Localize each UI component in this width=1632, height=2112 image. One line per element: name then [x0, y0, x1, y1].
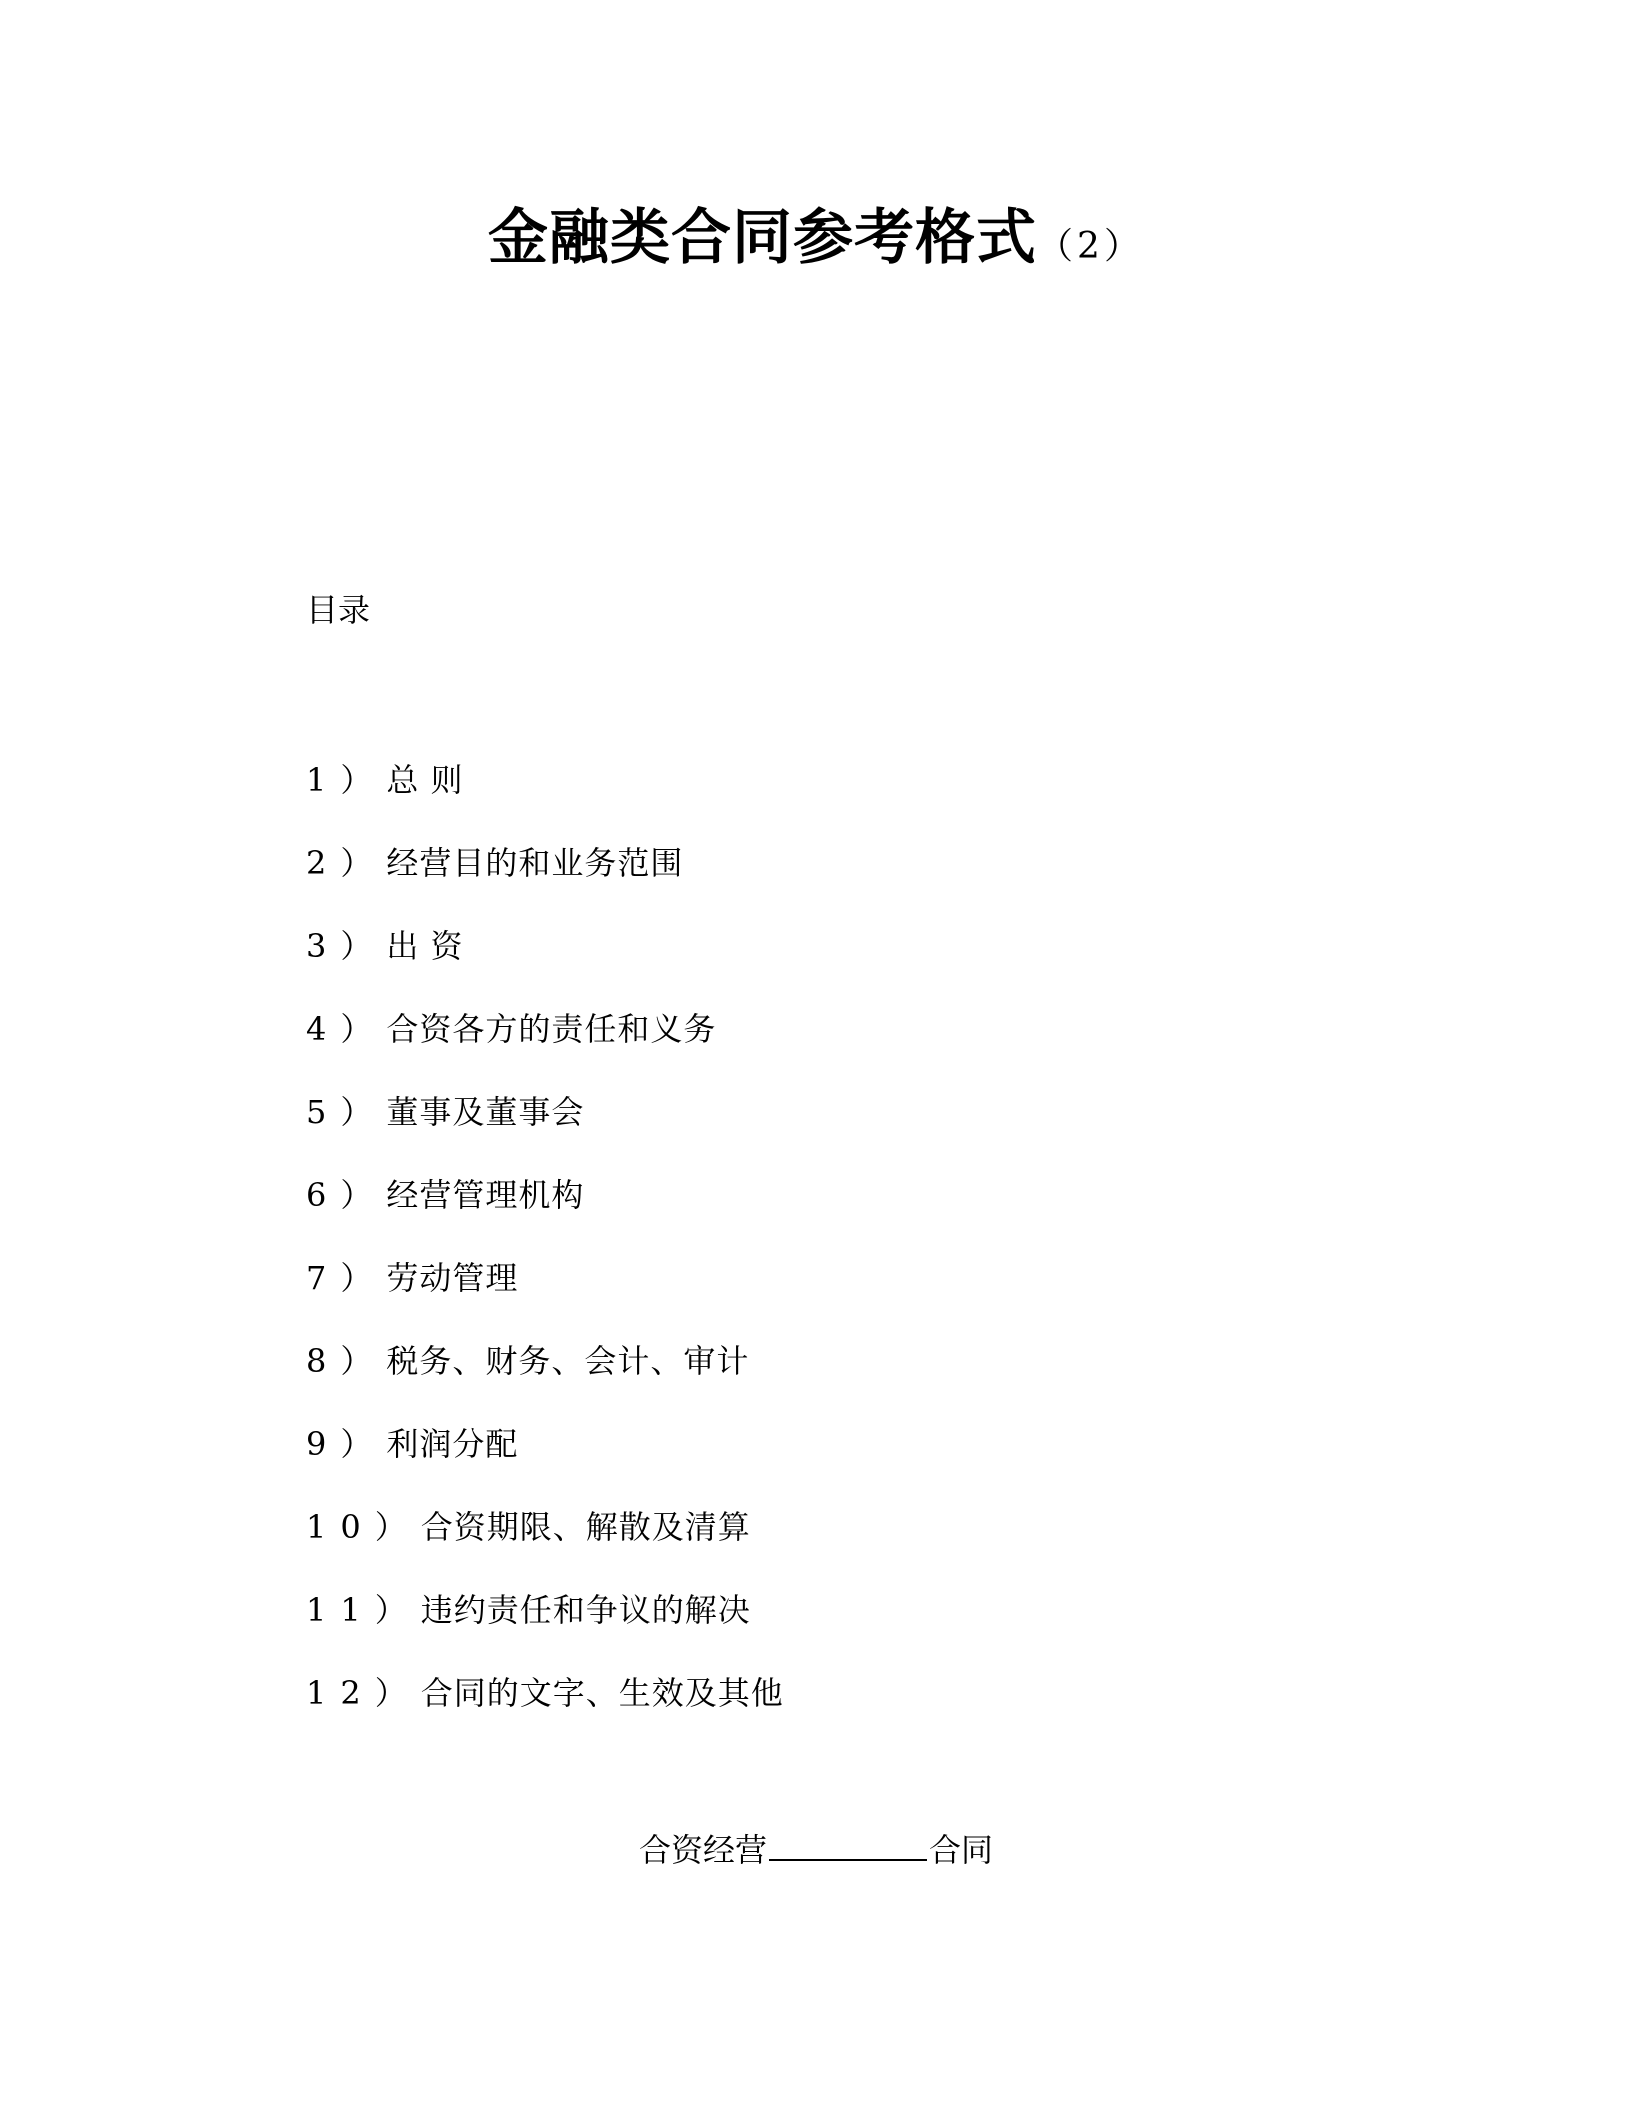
toc-item-label: 合同的文字、生效及其他 [420, 1674, 784, 1712]
toc-item-number: 11） [306, 1591, 421, 1629]
toc-item-number: 12） [306, 1674, 421, 1712]
toc-item [306, 1087, 784, 1170]
toc-item [306, 1004, 784, 1087]
toc-item [306, 1502, 784, 1585]
toc-item-number: 10） [306, 1508, 421, 1546]
toc-item-number: 3） [306, 927, 387, 965]
toc-item [306, 1585, 784, 1668]
toc-item-label: 经营管理机构 [386, 1176, 585, 1214]
title-text: 金融类合同参考格式 [488, 203, 1038, 273]
document-title [0, 190, 1632, 276]
toc-list [306, 755, 784, 1751]
toc-item [306, 1253, 784, 1336]
fill-in-blank [769, 1829, 927, 1861]
title-suffix: （2） [1037, 226, 1144, 267]
toc-item-label: 税务、财务、会计、审计 [386, 1342, 750, 1380]
toc-item-label: 利润分配 [386, 1425, 519, 1463]
toc-item-label: 董事及董事会 [386, 1093, 585, 1131]
toc-item-label: 出 资 [386, 927, 464, 965]
toc-item-number: 8） [306, 1342, 387, 1380]
toc-item-label: 合资各方的责任和义务 [386, 1010, 717, 1048]
toc-item-number: 9） [306, 1425, 387, 1463]
toc-item-label: 合资期限、解散及清算 [420, 1508, 751, 1546]
contract-title-line [0, 1825, 1632, 1871]
toc-item-number: 2） [306, 844, 387, 882]
toc-item [306, 838, 784, 921]
toc-item-label: 劳动管理 [386, 1259, 519, 1297]
toc-item-label: 总 则 [386, 761, 464, 799]
contract-suffix: 合同 [929, 1831, 994, 1869]
toc-item [306, 1419, 784, 1502]
toc-item-number: 6） [306, 1176, 387, 1214]
toc-item-label: 经营目的和业务范围 [386, 844, 684, 882]
toc-item-label: 违约责任和争议的解决 [420, 1591, 751, 1629]
contract-prefix: 合资经营 [638, 1831, 767, 1869]
toc-item-number: 4） [306, 1010, 387, 1048]
toc-item [306, 921, 784, 1004]
toc-item [306, 1336, 784, 1419]
toc-item-number: 5） [306, 1093, 387, 1131]
toc-heading: 目录 [306, 591, 371, 629]
toc-item [306, 755, 784, 838]
toc-item-number: 1） [306, 761, 387, 799]
toc-item [306, 1170, 784, 1253]
toc-item [306, 1668, 784, 1751]
toc-item-number: 7） [306, 1259, 387, 1297]
